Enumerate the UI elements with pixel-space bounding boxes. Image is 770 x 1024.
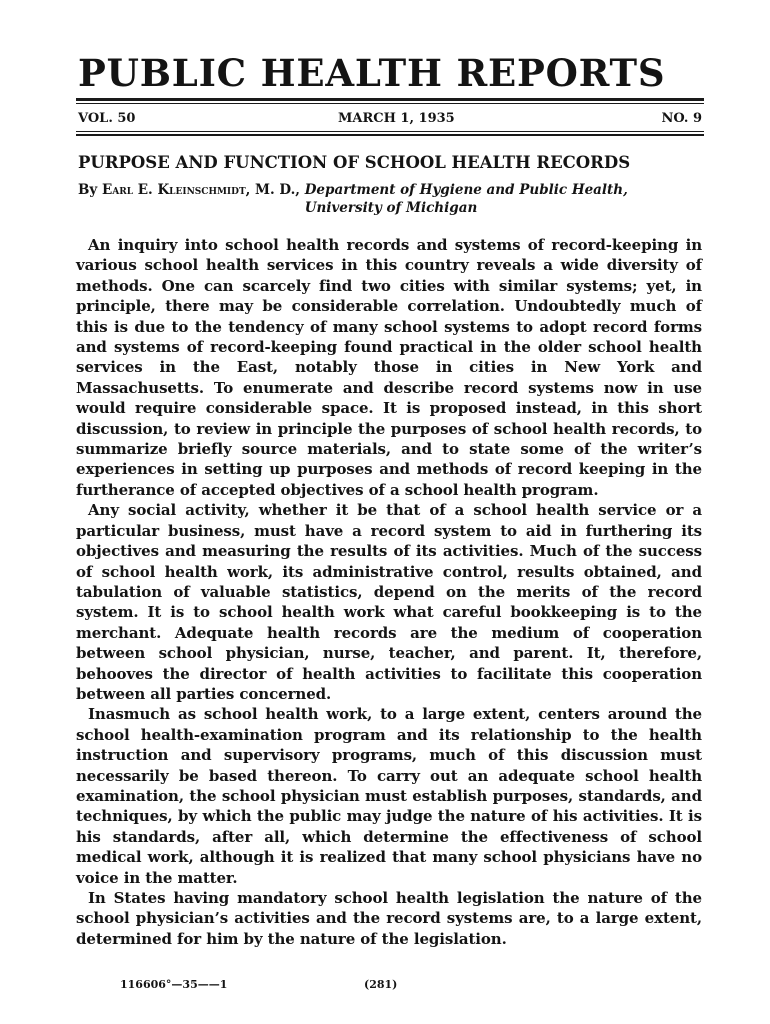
paragraph-4: In States having mandatory school health legislation the nature of the school physician’s activities and the record systems are, to a large extent, determined for him by the nature of the legislation. xyxy=(76,889,702,948)
page-footer xyxy=(74,976,704,994)
paragraph-2: Any social activity, whether it be that of a school health service or a particular business, must have a record system to aid in furthering its objectives and measuring the results of its activities. Much of the success of school health work, its administrative control, results obtained, and tabulation of valuable statistics, depend on the merits of the record system. It is to school health work what careful bookkeeping is to the merchant. Adequate health records are the medium of cooperation between school physician, nurse, teacher, and parent. It, therefore, behooves the director of health activities to facilitate this cooperation between all parties concerned. xyxy=(76,501,702,703)
affiliation-department: Department of Hygiene and Public Health, xyxy=(304,182,628,198)
author-degree: , M. D., xyxy=(245,182,301,198)
issue-number: NO. 9 xyxy=(661,111,702,126)
masthead-rule-bottom-thick xyxy=(76,134,704,136)
byline xyxy=(78,181,704,217)
page-number: (281) xyxy=(364,978,398,991)
author-name: Earl E. Kleinschmidt xyxy=(101,182,246,198)
article-body xyxy=(76,235,702,949)
paragraph-3: Inasmuch as school health work, to a large extent, centers around the school health-examination program and its relationship to the health instruction and supervisory programs, much of this discussion must necessarily be based thereon. To carry out an adequate school health examination, the school physician must establish purposes, standards, and techniques, by which the public may judge the nature of his activities. It is his standards, after all, which determine the effectiveness of school medical work, although it is realized that many school physicians have no voice in the matter. xyxy=(76,705,702,887)
masthead-rule-top-thick xyxy=(76,98,704,101)
journal-title: PUBLIC HEALTH REPORTS xyxy=(78,51,666,95)
byline-by: By xyxy=(78,182,98,198)
masthead-rule-top-thin xyxy=(76,103,704,104)
volume-number: VOL. 50 xyxy=(78,111,136,126)
print-code: 116606°—35——1 xyxy=(120,978,228,991)
masthead-rule-bottom-thin xyxy=(76,131,704,132)
paragraph-1: An inquiry into school health records and systems of record-keeping in various school health services in this country reveals a wide diversity of methods. One can scarcely find two cities with similar systems; yet, in principle, there may be considerable correlation. Undoubtedly much of this is due to the tendency of many school systems to adopt record forms and systems of record-keeping found practical in the older school health services in the East, notably those in cities in New York and Massachusetts. To enumerate and describe record systems now in use would require considerable space. It is proposed instead, in this short discussion, to review in principle the purposes of school health records, to summarize briefly source materials, and to state some of the writer’s experiences in setting up purposes and methods of record keeping in the furtherance of accepted objectives of a school health program. xyxy=(76,236,702,499)
issue-date: MARCH 1, 1935 xyxy=(338,111,455,126)
affiliation-university: University of Michigan xyxy=(304,200,478,216)
issue-line xyxy=(78,108,702,130)
article-title: PURPOSE AND FUNCTION OF SCHOOL HEALTH RECORDS xyxy=(78,153,631,172)
